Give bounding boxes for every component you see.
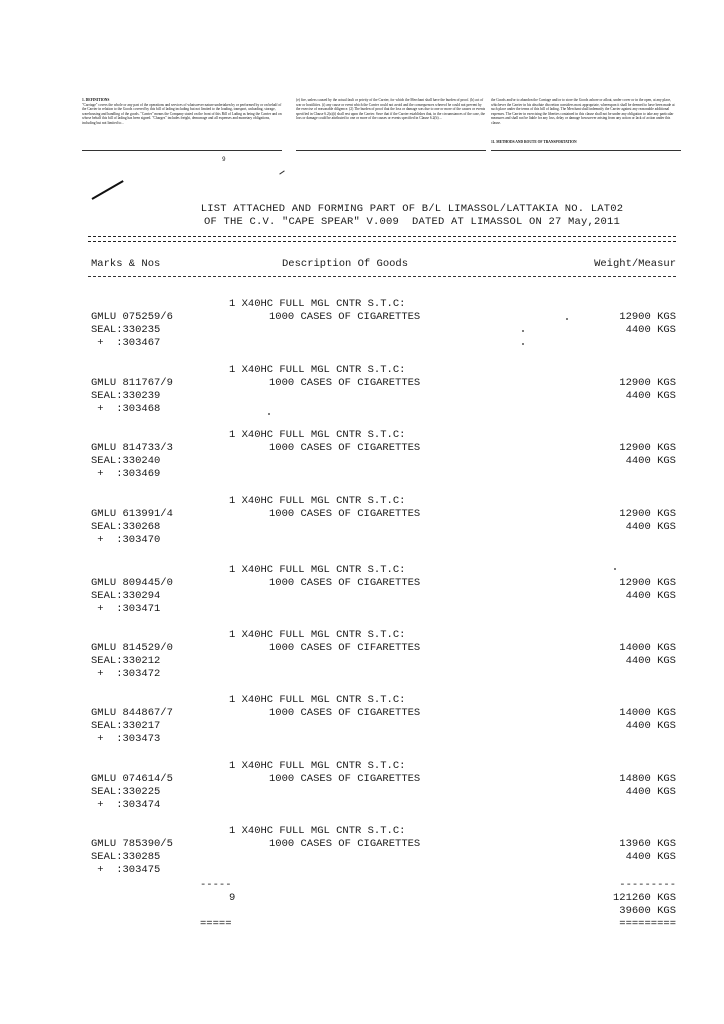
tare-weight: 4400 KGS — [625, 720, 676, 732]
gross-weight: 14000 KGS — [619, 707, 676, 719]
item-description-line-2: 1000 CASES OF CIGARETTES — [269, 707, 421, 719]
container-number: GMLU 785390/5 — [91, 838, 173, 850]
item-description-line-2: 1000 CASES OF CIGARETTES — [269, 442, 421, 454]
item-description-line-2: 1000 CASES OF CIGARETTES — [269, 577, 421, 589]
cargo-item — [0, 564, 724, 620]
extra-seal-number: + :303472 — [91, 668, 161, 680]
item-description-line-2: 1000 CASES OF CIGARETTES — [269, 377, 421, 389]
item-description-line-1: 1 X40HC FULL MGL CNTR S.T.C: — [229, 429, 406, 441]
container-count-total: 9 — [229, 892, 236, 904]
item-description-line-1: 1 X40HC FULL MGL CNTR S.T.C: — [229, 629, 406, 641]
document-title-line-2: OF THE C.V. "CAPE SPEAR" V.009 DATED AT LIMASSOL ON 27 May,2011 — [203, 216, 621, 228]
gross-weight: 12900 KGS — [619, 577, 676, 589]
seal-number: SEAL:330225 — [91, 786, 161, 798]
tare-weight-total: 39600 KGS — [619, 905, 676, 917]
extra-seal-number: + :303475 — [91, 864, 161, 876]
tare-weight: 4400 KGS — [625, 390, 676, 402]
pen-mark — [279, 170, 284, 174]
extra-seal-number: + :303467 — [91, 337, 161, 349]
item-description-line-1: 1 X40HC FULL MGL CNTR S.T.C: — [229, 564, 406, 576]
container-number: GMLU 074614/5 — [91, 773, 173, 785]
tare-weight: 4400 KGS — [625, 655, 676, 667]
item-description-line-2: 1000 CASES OF CIGARETTES — [269, 773, 421, 785]
scan-speck — [522, 343, 524, 345]
fine-print-rule — [491, 150, 681, 151]
gross-weight-total: 121260 KGS — [612, 892, 676, 904]
page-marker: 9 — [222, 156, 226, 163]
tare-weight: 4400 KGS — [625, 590, 676, 602]
fine-print-text: "Carriage" covers the whole or any part of the operations and services of whatsoever nature undertaken by or performed by or on behalf of the Carrier in relation to the Goods covered by this bill of lading including but not limited to the loading, transport, unloading, storage, warehousing and handling of the goods. "Carrier" means the Company stated on the front of this Bill of Lading as being the Carrier and on whose behalf this bill of lading has been signed. "Charges" includes freight, demurrage and all expenses and monetary obligations, including but not limited to... — [82, 102, 282, 125]
fine-print-column-2 — [296, 98, 486, 150]
seal-number: SEAL:330217 — [91, 720, 161, 732]
gross-weight: 13960 KGS — [619, 838, 676, 850]
column-header-marks: Marks & Nos — [91, 258, 161, 270]
pen-mark — [92, 180, 124, 200]
column-header-description: Description Of Goods — [282, 258, 409, 270]
container-number: GMLU 814733/3 — [91, 442, 173, 454]
item-description-line-1: 1 X40HC FULL MGL CNTR S.T.C: — [229, 298, 406, 310]
fine-print-heading: 1. DEFINITIONS — [82, 98, 110, 102]
tare-weight: 4400 KGS — [625, 455, 676, 467]
seal-number: SEAL:330240 — [91, 455, 161, 467]
fine-print-heading-2: 11. METHODS AND ROUTE OF TRANSPORTATION — [491, 140, 577, 144]
extra-seal-number: + :303468 — [91, 403, 161, 415]
fine-print-column-1 — [82, 98, 282, 150]
fine-print-rule — [296, 150, 486, 151]
count-rule-bottom: ===== — [200, 918, 232, 930]
scan-speck — [522, 330, 524, 332]
item-description-line-2: 1000 CASES OF CIGARETTES — [269, 838, 421, 850]
tare-weight: 4400 KGS — [625, 324, 676, 336]
weight-rule-top: --------- — [619, 879, 676, 891]
fine-print-text: (e) fire, unless caused by the actual fault or privity of the Carrier, for which the Merchant shall have the burden of proof. (h) act of war or hostilities. (i) any cause or event which the Carrier could not avoid and the consequences whereof he could not prevent by the exercise of reasonable diligence. (2) The burden of proof that the loss or damage was due to one or more of the causes or events specified in Clause 6.2(a)(i) shall rest upon the Carrier. Save that if the Carrier establishes that, in the circumstances of the case, the loss or damage could be attributed to one or more of the causes or events specified in Clause 6.2(b) ... — [296, 98, 486, 121]
gross-weight: 14800 KGS — [619, 773, 676, 785]
extra-seal-number: + :303470 — [91, 534, 161, 546]
gross-weight: 12900 KGS — [619, 377, 676, 389]
cargo-item — [0, 495, 724, 551]
cargo-item — [0, 429, 724, 485]
extra-seal-number: + :303471 — [91, 603, 161, 615]
cargo-item — [0, 825, 724, 881]
container-number: GMLU 811767/9 — [91, 377, 173, 389]
item-description-line-2: 1000 CASES OF CIGARETTES — [269, 508, 421, 520]
item-description-line-1: 1 X40HC FULL MGL CNTR S.T.C: — [229, 760, 406, 772]
extra-seal-number: + :303474 — [91, 799, 161, 811]
item-description-line-2: 1000 CASES OF CIGARETTES — [269, 311, 421, 323]
scan-speck — [566, 318, 568, 320]
cargo-item — [0, 694, 724, 750]
gross-weight: 12900 KGS — [619, 508, 676, 520]
cargo-item — [0, 629, 724, 685]
column-header-weight: Weight/Measur — [594, 258, 676, 270]
container-number: GMLU 613991/4 — [91, 508, 173, 520]
cargo-item — [0, 760, 724, 816]
extra-seal-number: + :303469 — [91, 468, 161, 480]
gross-weight: 12900 KGS — [619, 311, 676, 323]
item-description-line-2: 1000 CASES OF CIFARETTES — [269, 642, 421, 654]
container-number: GMLU 844867/7 — [91, 707, 173, 719]
double-rule — [88, 236, 676, 242]
container-number: GMLU 809445/0 — [91, 577, 173, 589]
scan-speck — [268, 413, 270, 415]
header-rule — [88, 276, 676, 277]
cargo-item — [0, 298, 724, 354]
seal-number: SEAL:330285 — [91, 851, 161, 863]
container-number: GMLU 814529/0 — [91, 642, 173, 654]
tare-weight: 4400 KGS — [625, 521, 676, 533]
fine-print-text: the Goods and/or to abandon the Carriage and/or to store the Goods ashore or afloat, under cover or in the open, at any place, whichever the Carrier in his absolute discretion considers most appropriate, whereupon it shall be deemed to have been made at such place under the terms of this bill of lading. The Merchant shall indemnify the Carrier against any reasonable additional expenses. The Carrier in exercising the liberties contained in this clause shall not be under any obligation to take any particular measures and shall not be liable for any loss, delay or damage howsoever arising from any action or lack of action under this clause. — [491, 98, 675, 125]
count-rule-top: ----- — [200, 879, 232, 891]
item-description-line-1: 1 X40HC FULL MGL CNTR S.T.C: — [229, 364, 406, 376]
gross-weight: 12900 KGS — [619, 442, 676, 454]
seal-number: SEAL:330235 — [91, 324, 161, 336]
container-number: GMLU 075259/6 — [91, 311, 173, 323]
item-description-line-1: 1 X40HC FULL MGL CNTR S.T.C: — [229, 495, 406, 507]
weight-rule-bottom: ========= — [619, 918, 676, 930]
item-description-line-1: 1 X40HC FULL MGL CNTR S.T.C: — [229, 694, 406, 706]
fine-print-rule — [82, 150, 282, 151]
seal-number: SEAL:330239 — [91, 390, 161, 402]
extra-seal-number: + :303473 — [91, 733, 161, 745]
scan-speck — [614, 568, 616, 570]
tare-weight: 4400 KGS — [625, 851, 676, 863]
cargo-item — [0, 364, 724, 420]
tare-weight: 4400 KGS — [625, 786, 676, 798]
document-title-line-1: LIST ATTACHED AND FORMING PART OF B/L LIMASSOL/LATTAKIA NO. LAT02 — [200, 203, 624, 215]
seal-number: SEAL:330268 — [91, 521, 161, 533]
gross-weight: 14000 KGS — [619, 642, 676, 654]
fine-print-column-3 — [491, 98, 681, 144]
seal-number: SEAL:330294 — [91, 590, 161, 602]
seal-number: SEAL:330212 — [91, 655, 161, 667]
item-description-line-1: 1 X40HC FULL MGL CNTR S.T.C: — [229, 825, 406, 837]
